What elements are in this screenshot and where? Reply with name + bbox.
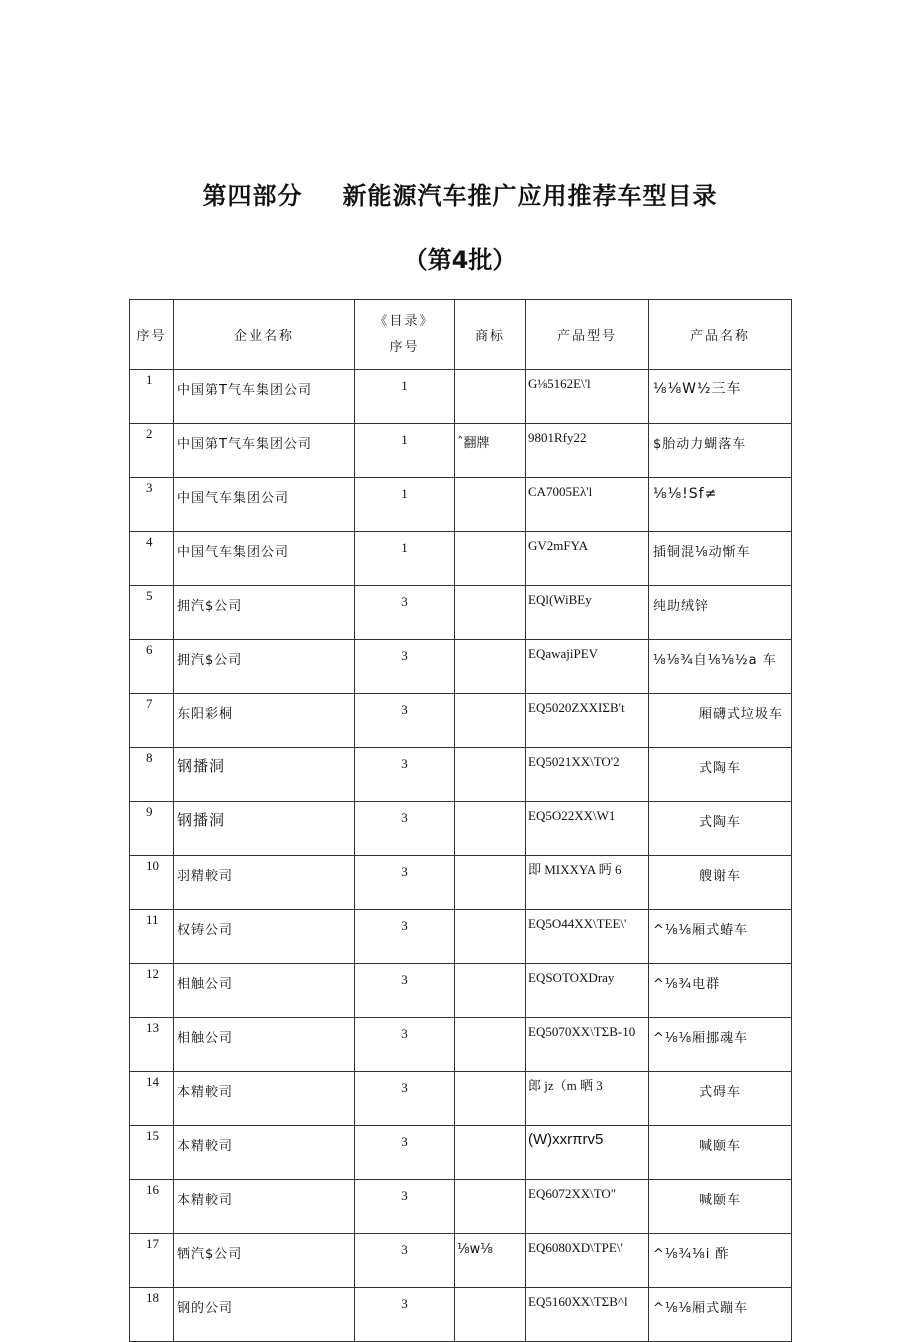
- catalog-number-cell: 3: [355, 910, 455, 964]
- row-number-cell: 17: [130, 1234, 174, 1288]
- table-row: [130, 748, 792, 802]
- product-model-cell: EQ6072XX\TO": [526, 1180, 649, 1234]
- product-name-cell: 艘谢车: [649, 856, 792, 910]
- product-name-cell: $胎动力蝴落车: [649, 424, 792, 478]
- catalog-number-cell: 3: [355, 640, 455, 694]
- company-name-cell: 牺汽$公司: [174, 1234, 355, 1288]
- table-row: [130, 1072, 792, 1126]
- product-model-cell: 郎 jz（m 晒 3: [526, 1072, 649, 1126]
- product-model-cell: EQ5O22XX\W1: [526, 802, 649, 856]
- product-model-cell: EQ5021XX\TO'2: [526, 748, 649, 802]
- catalog-number-cell: 3: [355, 748, 455, 802]
- row-number-cell: 8: [130, 748, 174, 802]
- product-name-cell: ⅛⅛!Sf≠: [649, 478, 792, 532]
- catalog-number-cell: 3: [355, 964, 455, 1018]
- product-model-cell: EQSOTOXDray: [526, 964, 649, 1018]
- header-company: 企业名称: [174, 300, 355, 370]
- vehicle-catalog-table: [129, 299, 792, 1342]
- catalog-number-cell: 3: [355, 586, 455, 640]
- table-row: [130, 532, 792, 586]
- row-number-cell: 14: [130, 1072, 174, 1126]
- company-name-cell: 相触公司: [174, 964, 355, 1018]
- row-number-cell: 12: [130, 964, 174, 1018]
- product-name-cell: 插铜混⅛动惭车: [649, 532, 792, 586]
- product-model-cell: (W)xxrπrv5: [526, 1126, 649, 1180]
- row-number-cell: 9: [130, 802, 174, 856]
- trademark-cell: [455, 370, 526, 424]
- table-row: [130, 586, 792, 640]
- header-name: 产品名称: [649, 300, 792, 370]
- product-model-cell: G⅛5162E\'l: [526, 370, 649, 424]
- product-model-cell: EQawajiPEV: [526, 640, 649, 694]
- row-number-cell: 1: [130, 370, 174, 424]
- product-model-cell: GV2mFYA: [526, 532, 649, 586]
- table-row: [130, 1180, 792, 1234]
- company-name-cell: 中国气车集团公司: [174, 532, 355, 586]
- company-name-cell: 本精較司: [174, 1180, 355, 1234]
- product-name-cell: ^⅛¾电群: [649, 964, 792, 1018]
- row-number-cell: 3: [130, 478, 174, 532]
- header-model: 产品型号: [526, 300, 649, 370]
- table-row: [130, 910, 792, 964]
- catalog-number-cell: 3: [355, 1288, 455, 1342]
- row-number-cell: 11: [130, 910, 174, 964]
- product-model-cell: CA7005Eλ'l: [526, 478, 649, 532]
- company-name-cell: 中国气车集团公司: [174, 478, 355, 532]
- product-name-cell: ^⅛⅛厢式蝽车: [649, 910, 792, 964]
- table-header-row: [130, 300, 792, 370]
- company-name-cell: 钢播洞: [174, 802, 355, 856]
- table-row: [130, 1288, 792, 1342]
- catalog-number-cell: 3: [355, 1180, 455, 1234]
- trademark-cell: [455, 748, 526, 802]
- table-row: [130, 478, 792, 532]
- company-name-cell: 中国第T气车集团公司: [174, 370, 355, 424]
- table-row: [130, 1018, 792, 1072]
- trademark-cell: [455, 802, 526, 856]
- row-number-cell: 7: [130, 694, 174, 748]
- trademark-cell: ⅛w⅛: [455, 1234, 526, 1288]
- trademark-cell: [455, 1288, 526, 1342]
- catalog-number-cell: 3: [355, 1018, 455, 1072]
- table-row: [130, 1126, 792, 1180]
- table-row: [130, 856, 792, 910]
- title-main: 新能源汽车推广应用推荐车型目录: [342, 182, 718, 210]
- product-model-cell: EQ5160XX\TΣB^l: [526, 1288, 649, 1342]
- trademark-cell: [455, 532, 526, 586]
- catalog-number-cell: 1: [355, 424, 455, 478]
- company-name-cell: 东阳彩桐: [174, 694, 355, 748]
- header-catalog-bottom: 序号: [389, 339, 420, 355]
- trademark-cell: [455, 478, 526, 532]
- catalog-number-cell: 3: [355, 1234, 455, 1288]
- trademark-cell: [455, 1072, 526, 1126]
- product-name-cell: ^⅛⅛厢挪魂车: [649, 1018, 792, 1072]
- table-row: [130, 694, 792, 748]
- company-name-cell: 钢的公司: [174, 1288, 355, 1342]
- row-number-cell: 18: [130, 1288, 174, 1342]
- trademark-cell: [455, 586, 526, 640]
- header-catalog: [355, 300, 455, 370]
- trademark-cell: [455, 964, 526, 1018]
- catalog-number-cell: 3: [355, 1072, 455, 1126]
- product-model-cell: 即 MIXXYA 眄 6: [526, 856, 649, 910]
- product-name-cell: 式碍车: [649, 1072, 792, 1126]
- table-row: [130, 964, 792, 1018]
- row-number-cell: 10: [130, 856, 174, 910]
- product-name-cell: ^⅛¾⅛i 酢: [649, 1234, 792, 1288]
- company-name-cell: 钢播洞: [174, 748, 355, 802]
- product-model-cell: EQ6080XD\TPE\': [526, 1234, 649, 1288]
- product-name-cell: ⅛⅛W½三车: [649, 370, 792, 424]
- product-model-cell: EQ5070XX\TΣB-10: [526, 1018, 649, 1072]
- product-model-cell: EQ5O44XX\TEE\': [526, 910, 649, 964]
- page-title: [0, 176, 920, 211]
- row-number-cell: 2: [130, 424, 174, 478]
- catalog-number-cell: 3: [355, 1126, 455, 1180]
- company-name-cell: 拥汽$公司: [174, 586, 355, 640]
- trademark-cell: [455, 1018, 526, 1072]
- company-name-cell: 本精較司: [174, 1126, 355, 1180]
- product-name-cell: 式陶车: [649, 748, 792, 802]
- product-name-cell: 纯助绒锌: [649, 586, 792, 640]
- table-row: [130, 802, 792, 856]
- table-row: [130, 370, 792, 424]
- table-row: [130, 640, 792, 694]
- catalog-number-cell: 1: [355, 370, 455, 424]
- trademark-cell: [455, 910, 526, 964]
- trademark-cell: [455, 640, 526, 694]
- company-name-cell: 权铸公司: [174, 910, 355, 964]
- table-row: [130, 424, 792, 478]
- batch-subtitle: （第4批）: [403, 246, 517, 274]
- catalog-number-cell: 3: [355, 856, 455, 910]
- trademark-cell: [455, 1126, 526, 1180]
- row-number-cell: 15: [130, 1126, 174, 1180]
- product-name-cell: 厢礴式垃圾车: [649, 694, 792, 748]
- title-part: 第四部分: [202, 182, 303, 210]
- catalog-number-cell: 1: [355, 532, 455, 586]
- product-model-cell: EQ5020ZXXIΣB't: [526, 694, 649, 748]
- catalog-number-cell: 1: [355, 478, 455, 532]
- trademark-cell: ˆ翻牌: [455, 424, 526, 478]
- row-number-cell: 16: [130, 1180, 174, 1234]
- trademark-cell: [455, 694, 526, 748]
- company-name-cell: 拥汽$公司: [174, 640, 355, 694]
- trademark-cell: [455, 1180, 526, 1234]
- row-number-cell: 5: [130, 586, 174, 640]
- header-no: 序号: [130, 300, 174, 370]
- company-name-cell: 羽精較司: [174, 856, 355, 910]
- table-row: [130, 1234, 792, 1288]
- product-name-cell: 式陶车: [649, 802, 792, 856]
- product-model-cell: EQl(WiBEy: [526, 586, 649, 640]
- catalog-number-cell: 3: [355, 694, 455, 748]
- company-name-cell: 本精較司: [174, 1072, 355, 1126]
- trademark-cell: [455, 856, 526, 910]
- header-catalog-top: 《目录》: [374, 313, 435, 329]
- product-name-cell: ⅛⅛¾自⅛⅛½a 车: [649, 640, 792, 694]
- company-name-cell: 中国第T气车集团公司: [174, 424, 355, 478]
- row-number-cell: 13: [130, 1018, 174, 1072]
- row-number-cell: 6: [130, 640, 174, 694]
- product-model-cell: 9801Rfy22: [526, 424, 649, 478]
- catalog-number-cell: 3: [355, 802, 455, 856]
- product-name-cell: 喊颐车: [649, 1180, 792, 1234]
- header-trademark: 商标: [455, 300, 526, 370]
- company-name-cell: 相触公司: [174, 1018, 355, 1072]
- product-name-cell: 喊颐车: [649, 1126, 792, 1180]
- row-number-cell: 4: [130, 532, 174, 586]
- product-name-cell: ^⅛⅛厢式蹦车: [649, 1288, 792, 1342]
